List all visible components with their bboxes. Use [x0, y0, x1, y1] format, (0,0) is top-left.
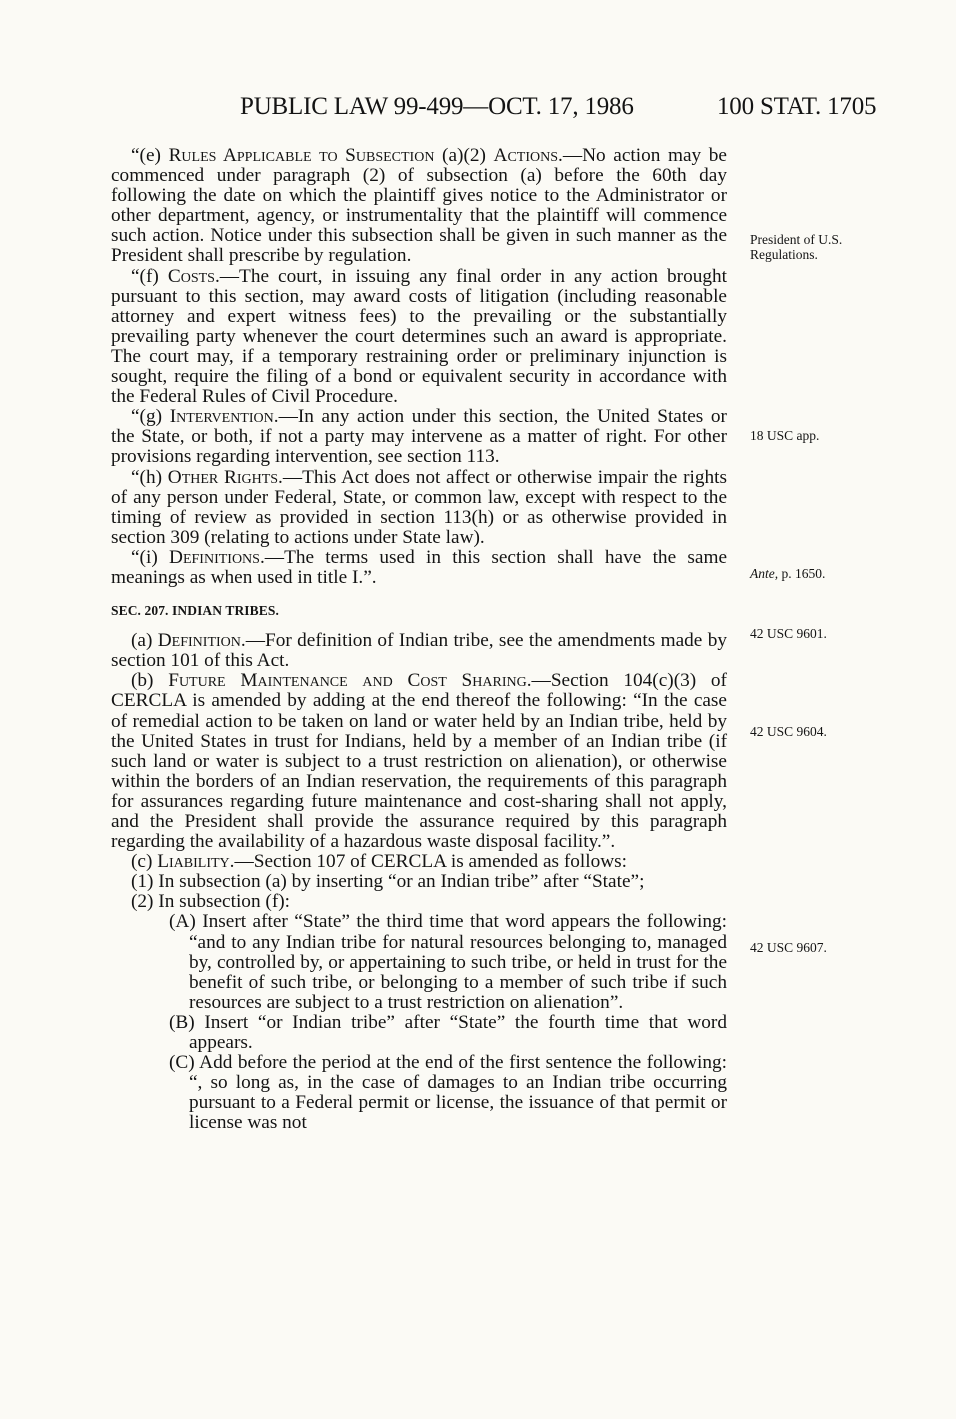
heading-future-maintenance: Future Maintenance and Cost Sharing.: [168, 670, 532, 692]
paragraph-g: “(g) Intervention.—In any action under this section, the United States or the State, or both, if not a party may intervene as a matter of right. For other provisions regarding intervention, see section 113.: [111, 406, 727, 468]
heading-rules-applicable: Rules Applicable to Subsection: [168, 145, 435, 166]
heading-liability: Liability.: [157, 851, 235, 873]
paragraph-b: (b) Future Maintenance and Cost Sharing.—Section 104(c)(3) of CERCLA is amended by adding at the end thereof the following: “In the case of remedial action to be taken on land or water held by an Indian tribe, held by the United States in trust for Indians, held by a member of an Indian tribe (if such land or water is subject to a trust restriction on alienation), or otherwise within the borders of an Indian reservation, the requirements of this paragraph for assurances regarding future maintenance and cost-sharing shall not apply, and the President shall provide the assurance required by this paragraph regarding the availability of a hazardous waste disposal facility.”.: [111, 670, 727, 853]
heading-costs: Costs.: [167, 265, 220, 287]
page-header: [0, 93, 956, 133]
body-text: [111, 146, 727, 1134]
statute-page-number: 100 STAT. 1705: [717, 93, 877, 120]
margin-note-42-usc-9604: 42 USC 9604.: [750, 724, 827, 739]
clause-cA: (A) Insert after “State” the third time that word appears the following: “and to any Indian tribe for natural resources belonging to, managed by, controlled by, or appertaining to such tribe, or held in trust for the benefit of such tribe, or belonging to a member of such tribe if such resources are subject to a trust restriction on alienation”.: [169, 911, 727, 1013]
paragraph-e: “(e) Rules Applicable to Subsection (a)(2) Actions.—No action may be commenced under paragraph (2) of subsection (a) before the 60th day following the date on which the plaintiff gives notice to the Administrator or other department, agency, or instrumentality that the plaintiff will commence such action. Notice under this subsection shall be given in such manner as the President shall prescribe by regulation.: [111, 145, 727, 267]
margin-note-42-usc-9607: 42 USC 9607.: [750, 940, 827, 955]
margin-note-ante: Ante, p. 1650.: [750, 566, 826, 581]
heading-intervention: Intervention.: [169, 406, 279, 428]
paragraph-i: “(i) Definitions.—The terms used in this section shall have the same meanings as when used in title I.”.: [111, 546, 728, 588]
paragraph-c: (c) Liability.—Section 107 of CERCLA is amended as follows:: [131, 851, 628, 873]
clause-cC: (C) Add before the period at the end of the first sentence the following: “, so long as, in the case of damages to an Indian tribe occurring pursuant to a Federal permit or license, the issuance of that permit or license was not: [169, 1052, 727, 1134]
margin-note-42-usc-9601: 42 USC 9601.: [750, 626, 827, 641]
clause-cB: (B) Insert “or Indian tribe” after “State” the fourth time that word appears.: [169, 1011, 727, 1054]
law-title: PUBLIC LAW 99-499—OCT. 17, 1986: [240, 93, 634, 120]
section-heading: SEC. 207. INDIAN TRIBES.: [111, 603, 279, 619]
paragraph-a: (a) Definition.—For definition of Indian tribe, see the amendments made by section 101 of this Act.: [111, 630, 727, 672]
paragraph-f: “(f) Costs.—The court, in issuing any final order in any action brought pursuant to this section, may award costs of litigation (including reasonable attorney and expert witness fees) to the prevailing or the substantially prevailing party whenever the court determines such an award is appropriate. The court may, if a temporary restraining order or preliminary injunction is sought, require the filing of a bond or equivalent security in accordance with the Federal Rules of Civil Procedure.: [111, 265, 727, 408]
paragraph-h: “(h) Other Rights.—This Act does not affect or otherwise impair the rights of any person under Federal, State, or common law, except with respect to the timing of review as provided in section 113(h) or as otherwise provided in section 309 (relating to actions under State law).: [111, 466, 727, 548]
heading-definitions: Definitions.: [169, 546, 265, 568]
clause-c2: (2) In subsection (f):: [131, 891, 291, 913]
margin-note-18-usc-app: 18 USC app.: [750, 428, 820, 443]
margin-note-president: President of U.S. Regulations.: [750, 232, 843, 262]
heading-other-rights: Other Rights.: [167, 466, 283, 488]
clause-c1: (1) In subsection (a) by inserting “or an Indian tribe” after “State”;: [131, 871, 645, 893]
heading-definition: Definition.: [157, 630, 246, 652]
